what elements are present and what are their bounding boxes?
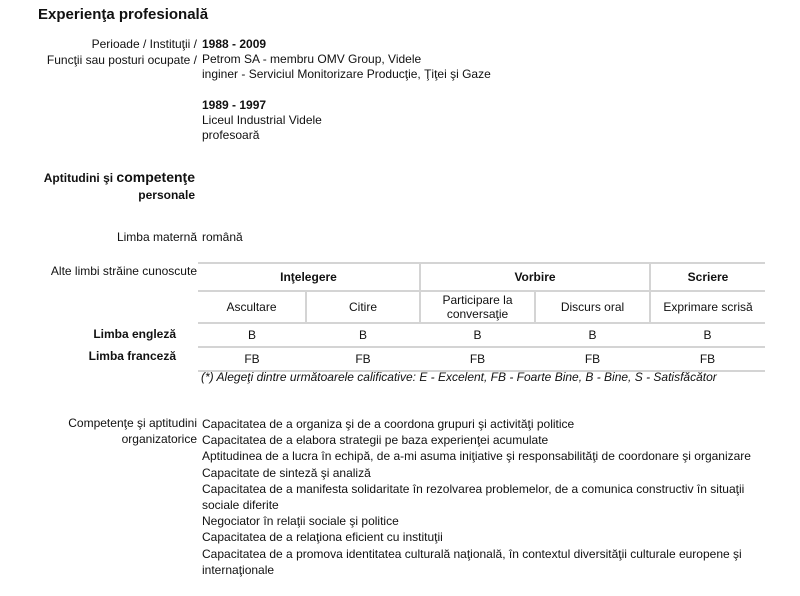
group-header-understanding: Inţelegere [198, 263, 420, 291]
subheader-written: Exprimare scrisă [650, 291, 765, 323]
subheader-listening: Ascultare [198, 291, 306, 323]
experience-period-2: 1989 - 1997 [202, 98, 267, 112]
skills-title-part1: Aptitudini şi [43, 171, 117, 185]
section-title-skills [44, 169, 195, 204]
language-table-subheader-row [198, 291, 765, 323]
list-item: Capacitatea de a elabora strategii pe baza experienţei acumulate [202, 433, 549, 448]
experience-period-1: 1988 - 2009 [202, 37, 267, 51]
list-item: Capacitatea de a manifesta solidaritate în rezolvarea problemelor, de a comunica constructiv în situaţii sociale diferite [202, 481, 745, 513]
subheader-reading: Citire [306, 291, 420, 323]
cell-value: FB [420, 347, 535, 371]
experience-institution-2: Liceul Industrial Videle [202, 113, 322, 127]
experience-position-2: profesoară [202, 128, 260, 142]
cell-value: FB [306, 347, 420, 371]
group-header-writing: Scriere [650, 263, 765, 291]
group-header-speaking: Vorbire [420, 263, 650, 291]
language-label-french: Limba franceză [88, 349, 176, 363]
cell-value: B [306, 323, 420, 347]
cell-value: B [420, 323, 535, 347]
experience-institution-1: Petrom SA - membru OMV Group, Videle [202, 52, 422, 66]
list-item: Capacitate de sinteză şi analiză [202, 465, 371, 480]
subheader-oral-speech: Discurs oral [535, 291, 650, 323]
other-languages-label: Alte limbi străine cunoscute [50, 264, 197, 278]
organizational-label-line2: organizatorice [121, 432, 197, 446]
cell-value: B [535, 323, 650, 347]
experience-label-line1: Perioade / Instituţii / [91, 37, 197, 51]
list-item: Capacitatea de a organiza şi de a coordona grupuri şi activităţi politice [202, 417, 575, 431]
list-item: Capacitatea de a promova identitatea culturală naţională, în contextul diversităţii culturale europene şi internaţionale [202, 546, 742, 577]
list-item: Aptitudinea de a lucra în echipă, de a-mi asuma iniţiative şi responsabilităţi de coordonare şi organizare [202, 449, 751, 464]
experience-label-line2: Funcţii sau posturi ocupate / [46, 53, 197, 67]
subheader-conversation: Participare la conversaţie [420, 291, 535, 323]
cell-value: FB [650, 347, 765, 371]
table-row-english [198, 323, 765, 347]
language-table-group-row [198, 263, 765, 291]
skills-title-part2: competenţe [116, 169, 195, 185]
list-item: Negociator în relaţii sociale şi politice [202, 514, 399, 529]
mother-tongue-value: română [202, 230, 243, 244]
table-row-french [198, 347, 765, 371]
language-label-english: Limba engleză [93, 327, 176, 341]
cell-value: FB [198, 347, 306, 371]
cell-value: B [198, 323, 306, 347]
language-table [198, 262, 765, 372]
list-item: Capacitatea de a relaţiona eficient cu instituţii [202, 530, 443, 545]
rating-legend-note: (*) Alegeţi dintre următoarele calificative: E - Excelent, FB - Foarte Bine, B - Bine, S - Satisfăcător [201, 370, 717, 384]
skills-title-line2: personale [138, 188, 195, 202]
mother-tongue-label: Limba maternă [116, 230, 197, 244]
organizational-skills-list [202, 416, 782, 578]
cell-value: B [650, 323, 765, 347]
experience-position-1: inginer - Serviciul Monitorizare Producţie, Ţiţei şi Gaze [202, 67, 491, 81]
cell-value: FB [535, 347, 650, 371]
section-title-experience: Experienţa profesională [38, 6, 209, 23]
organizational-label-line1: Competenţe şi aptitudini [68, 416, 197, 430]
